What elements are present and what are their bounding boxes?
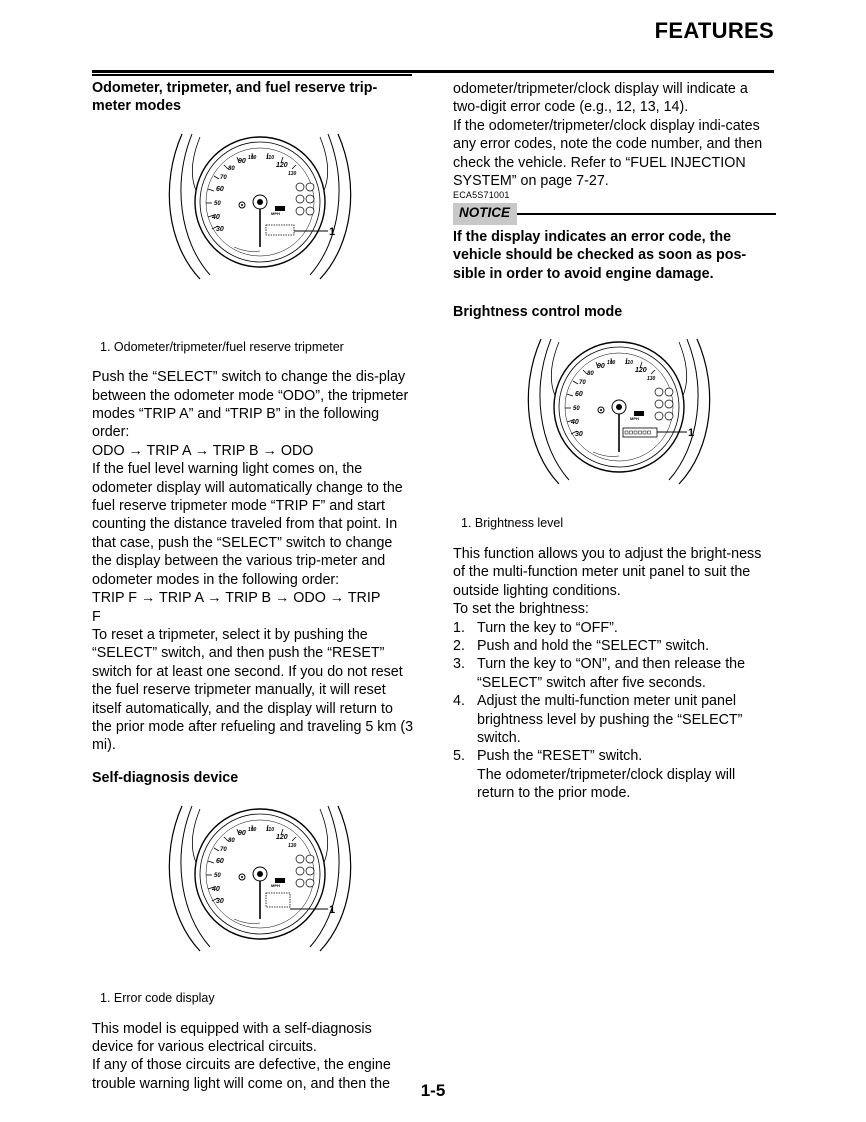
page-number: 1-5 xyxy=(420,1081,446,1100)
paragraph: ODO → TRIP A → TRIP B → ODO xyxy=(92,442,314,459)
section-heading-self-diagnosis: Self-diagnosis device xyxy=(92,769,239,786)
figure-caption: 1. Brightness level xyxy=(461,516,564,531)
gauge-label: 90 xyxy=(238,157,246,165)
gauge-label: 120 xyxy=(276,834,288,842)
unit-label: MPH xyxy=(271,883,280,889)
step-note: The odometer/tripmeter/clock display will return to the prior mode. xyxy=(477,766,736,802)
paragraph: If the odometer/tripmeter/clock display indi-cates any error codes, note the code number, and then check the vehicle. Refer to “FUEL INJECTION SYSTEM” on page 7-27. xyxy=(453,117,763,190)
unit-label: MPH xyxy=(630,416,639,422)
gauge-label: 30 xyxy=(216,225,224,233)
figure-caption: 1. Error code display xyxy=(100,991,215,1006)
paragraph: Push the “SELECT” switch to change the dis-play between the odometer mode “ODO”, the tripmeter modes “TRIP A” and “TRIP B” in the following order: xyxy=(92,369,409,441)
figure-callout: 1 xyxy=(329,225,336,238)
header-rule xyxy=(92,70,774,73)
paragraph: This model is equipped with a self-diagnosis device for various electrical circuits. xyxy=(92,1020,372,1055)
gauge-label: 70 xyxy=(220,174,227,181)
gauge-label: 100 xyxy=(248,827,257,834)
section-heading-brightness: Brightness control mode xyxy=(453,304,623,321)
gauge-label: 110 xyxy=(625,360,633,367)
gauge-label: 130 xyxy=(288,843,297,850)
gauge-label: 70 xyxy=(579,380,586,387)
gauge-label: 80 xyxy=(228,165,235,172)
list-item: 5. Push the “RESET” switch. xyxy=(453,748,643,765)
paragraph: To reset a tripmeter, select it by pushing the “SELECT” switch, and then push the “RESET” switch for at least one second. If you do not reset the fuel reserve tripmeter manually, it will reset itself automatically, and the display will return to the prior mode after refueling and traveling 5 km (3 mi). xyxy=(92,626,414,754)
gauge-label: 30 xyxy=(575,431,583,439)
notice-label: NOTICE xyxy=(453,203,517,224)
gauge-label: 130 xyxy=(647,376,656,383)
gauge-label: 100 xyxy=(607,360,616,367)
gauge-label: 110 xyxy=(266,827,274,834)
gauge-label: 50 xyxy=(214,873,221,880)
paragraph: TRIP F → TRIP A → TRIP B → ODO → TRIP F xyxy=(92,590,381,625)
notice-text: If the display indicates an error code, the vehicle should be checked as soon as pos-sible in order to avoid engine damage. xyxy=(453,228,747,282)
paragraph: To set the brightness: xyxy=(453,601,589,618)
gauge-illustration xyxy=(471,334,771,494)
notice-banner xyxy=(453,203,776,224)
gauge-label: 40 xyxy=(212,886,220,894)
left-column xyxy=(92,80,414,1093)
steps-list xyxy=(453,619,776,766)
gauge-label: 60 xyxy=(575,391,583,399)
gauge-label: 80 xyxy=(587,371,594,378)
gauge-label: 80 xyxy=(228,838,235,845)
gauge-label: 120 xyxy=(635,367,647,375)
gauge-label: 50 xyxy=(214,200,221,207)
list-item: 2. Push and hold the “SELECT” switch. xyxy=(453,637,710,654)
gauge-label: 130 xyxy=(288,170,297,177)
gauge-label: 90 xyxy=(597,363,605,371)
gauge-label: 90 xyxy=(238,830,246,838)
gauge-label: 100 xyxy=(248,154,257,161)
list-item: 4. Adjust the multi-function meter unit panel brightness level by pushing the “SELECT” switch. xyxy=(453,693,743,746)
gauge-label: 30 xyxy=(216,898,224,906)
gauge-label: 120 xyxy=(276,161,288,169)
right-column xyxy=(453,80,776,803)
section-body xyxy=(453,545,776,803)
figure-brightness-gauge xyxy=(453,326,776,486)
gauge-illustration xyxy=(112,801,412,961)
figure-odometer-gauge xyxy=(92,121,414,281)
page-header-title: FEATURES xyxy=(654,18,774,43)
gauge-illustration xyxy=(112,129,412,289)
list-item: 3. Turn the key to “ON”, and then release the “SELECT” switch after five seconds. xyxy=(453,656,746,691)
section-heading-odometer-modes: Odometer, tripmeter, and fuel reserve trip-meter modes xyxy=(92,74,412,116)
gauge-label: 40 xyxy=(212,213,220,221)
reference-code: ECA5S71001 xyxy=(453,190,510,201)
figure-error-code-gauge xyxy=(92,795,414,955)
figure-callout: 1 xyxy=(329,904,336,917)
section-body xyxy=(92,368,414,755)
figure-callout: 1 xyxy=(688,427,695,440)
gauge-label: 110 xyxy=(266,154,274,161)
paragraph: If any of those circuits are defective, the engine trouble warning light will come on, and then the xyxy=(92,1057,391,1092)
paragraph: If the fuel level warning light comes on, the odometer display will automatically change to the fuel reserve tripmeter mode “TRIP F” and start counting the distance traveled from that point. In that case, push the “SELECT” switch to change the display between the various trip-meter and odometer modes in the following order: xyxy=(92,461,403,588)
unit-label: MPH xyxy=(271,210,280,216)
gauge-label: 50 xyxy=(573,406,580,413)
gauge-label: 40 xyxy=(571,419,579,427)
paragraph: odometer/tripmeter/clock display will indicate a two-digit error code (e.g., 12, 13, 14). xyxy=(453,81,748,116)
notice-rule xyxy=(517,213,776,215)
paragraph: This function allows you to adjust the bright-ness of the multi-function meter unit panel to suit the outside lighting conditions. xyxy=(453,545,762,599)
list-item: 1. Turn the key to “OFF”. xyxy=(453,619,618,636)
figure-caption: 1. Odometer/tripmeter/fuel reserve tripmeter xyxy=(100,339,344,354)
gauge-label: 60 xyxy=(216,185,224,193)
gauge-label: 60 xyxy=(216,858,224,866)
gauge-label: 70 xyxy=(220,847,227,854)
